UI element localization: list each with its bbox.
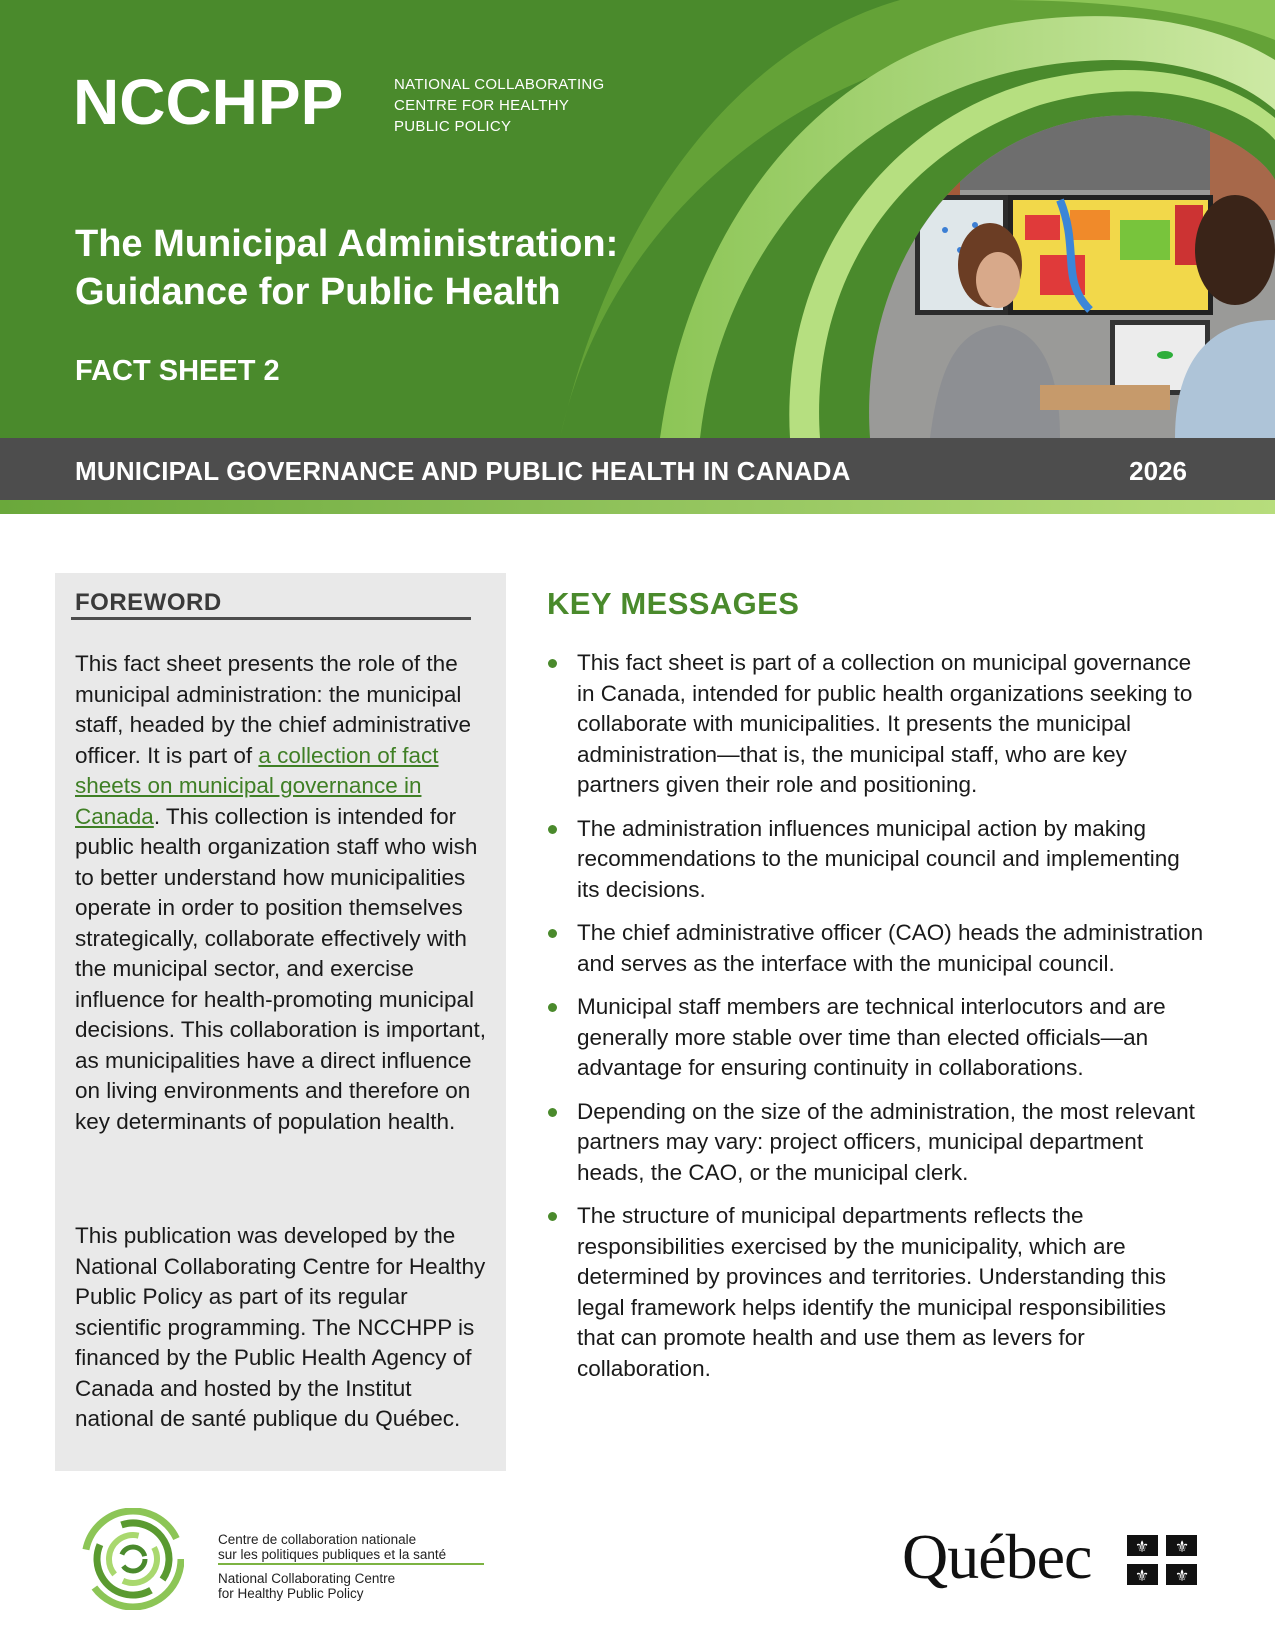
key-message-item <box>547 1097 1207 1189</box>
quebec-flag-icon <box>1127 1535 1197 1585</box>
key-messages-heading: KEY MESSAGES <box>547 586 800 621</box>
key-message-text: The structure of municipal departments reflects the responsibilities exercised by the municipality, which are determined by provinces and territories. Understanding this legal framework helps identify the municipal responsibilities that can promote health and use them as levers for collaboration. <box>577 1203 1167 1381</box>
footer-line: Centre de collaboration nationale <box>218 1532 417 1547</box>
quebec-wordmark: Québec <box>902 1521 1092 1592</box>
logo-sub-line: NATIONAL COLLABORATING <box>394 76 605 93</box>
ncchpp-logo-wordmark: NCCHPP <box>73 66 344 138</box>
footer-line: National Collaborating Centre <box>218 1571 396 1586</box>
header-accent-stripe <box>0 500 1275 514</box>
key-messages-list <box>547 648 1207 1397</box>
footer-line: sur les politiques publiques et la santé <box>218 1547 447 1562</box>
ncchpp-swirl-logo-icon <box>82 1508 184 1610</box>
foreword-paragraph-1 <box>75 649 490 1137</box>
ncchpp-logo-subtitle <box>394 74 605 137</box>
series-band <box>0 438 1275 500</box>
svg-text:⚜: ⚜ <box>1174 1566 1190 1585</box>
key-message-text: This fact sheet is part of a collection on municipal governance in Canada, intended for public health organizations seeking to collaborate with municipalities. It presents the municipal administration—that is, the municipal staff, who are key partners given their role and positioning. <box>577 650 1193 797</box>
key-message-text: The chief administrative officer (CAO) heads the administration and serves as the interface with the municipal council. <box>577 920 1204 976</box>
key-message-item <box>547 814 1207 906</box>
bullet-icon <box>548 929 557 938</box>
key-message-item <box>547 1201 1207 1384</box>
title-line: Guidance for Public Health <box>75 271 561 313</box>
logo-sub-line: CENTRE FOR HEALTHY <box>394 97 570 114</box>
footer-line: for Healthy Public Policy <box>218 1586 364 1601</box>
header-banner <box>0 0 1275 438</box>
bullet-icon <box>548 1003 557 1012</box>
foreword-paragraph-2: This publication was developed by the National Collaborating Centre for Healthy Public Policy as part of its regular scientific programming. The NCCHPP is financed by the Public Health Agency of Canada and hosted by the Institut national de santé publique du Québec. <box>75 1223 486 1431</box>
key-message-item <box>547 918 1207 979</box>
foreword-divider <box>71 617 471 620</box>
footer-english-name <box>218 1571 395 1601</box>
logo-sub-line: PUBLIC POLICY <box>394 118 512 135</box>
title-line: The Municipal Administration: <box>75 223 619 265</box>
key-message-text: The administration influences municipal action by making recommendations to the municipal council and implementing its decisions. <box>577 815 1180 902</box>
series-title: MUNICIPAL GOVERNANCE AND PUBLIC HEALTH IN CANADA <box>75 456 851 486</box>
key-message-item <box>547 648 1207 801</box>
svg-text:⚜: ⚜ <box>1134 1566 1150 1585</box>
bullet-icon <box>548 825 557 834</box>
publication-year: 2026 <box>1129 456 1187 486</box>
foreword-text: . This collection is intended for public health organization staff who wish to better understand how municipalities operate in order to position themselves strategically, collaborate effectively with the municipal sector, and exercise influence for health-promoting municipal decisions. This collaboration is important, as municipalities have a direct influence on living environments and therefore on key determinants of population health. <box>75 803 487 1134</box>
svg-text:⚜: ⚜ <box>1134 1537 1150 1556</box>
bullet-icon <box>548 659 557 668</box>
foreword-heading: FOREWORD <box>75 589 222 616</box>
key-message-text: Depending on the size of the administration, the most relevant partners may vary: project officers, municipal department heads, the CAO, or the municipal clerk. <box>577 1098 1195 1185</box>
document-title <box>75 220 715 316</box>
foreword-text: This fact sheet presents the role of the municipal administration: the municipal staff, headed by the chief administrative officer. It is part of <box>75 651 472 768</box>
collection-link[interactable]: a collection of fact sheets on municipal governance in Canada <box>75 742 439 829</box>
foreword-panel <box>55 573 506 1471</box>
footer-french-name <box>218 1532 446 1562</box>
key-message-text: Municipal staff members are technical interlocutors and are generally more stable over time than elected officials—an advantage for ensuring continuity in collaborations. <box>577 994 1166 1080</box>
bullet-icon <box>548 1108 557 1117</box>
bullet-icon <box>548 1212 557 1221</box>
fact-sheet-number: FACT SHEET 2 <box>75 355 280 387</box>
svg-text:⚜: ⚜ <box>1174 1537 1190 1556</box>
key-message-item <box>547 992 1207 1084</box>
footer-divider <box>218 1563 484 1565</box>
